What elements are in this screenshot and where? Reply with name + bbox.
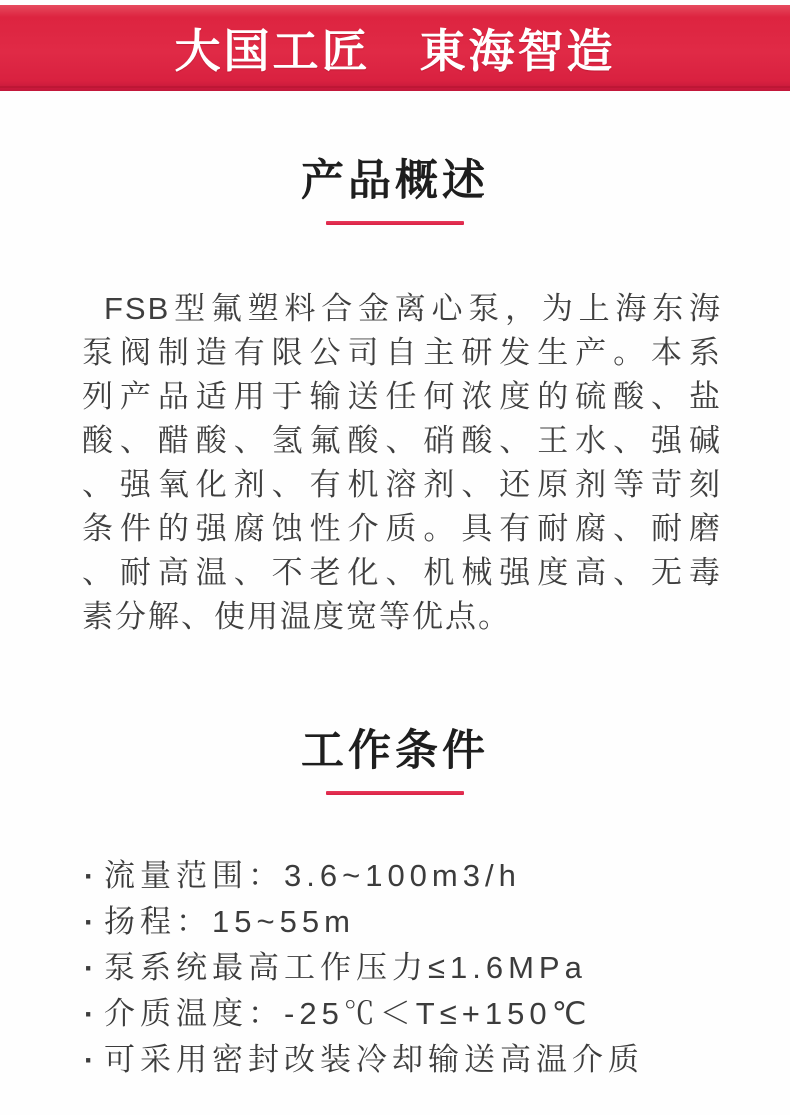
paragraph-line: 泵阀制造有限公司自主研发生产。本系 [82,335,722,370]
paragraph-line: 列产品适用于输送任何浓度的硫酸、盐 [82,379,722,414]
paragraph-line: FSB型氟塑料合金离心泵，为上海东海 [104,291,722,326]
conditions-title-underline [326,791,464,795]
overview-section [0,155,790,639]
paragraph-line: 素分解、使用温度宽等优点。 [82,599,511,634]
paragraph-line: 酸、醋酸、氢氟酸、硝酸、王水、强碱 [82,423,722,458]
bullet-dot-icon: · [84,1044,94,1077]
paragraph-line: 、耐高温、不老化、机械强度高、无毒 [82,555,722,590]
overview-paragraph [82,287,722,639]
brand-banner [0,5,790,91]
conditions-section-title: 工作条件 [301,727,489,775]
condition-item [84,1037,790,1083]
paragraph-line: 条件的强腐蚀性介质。具有耐腐、耐磨 [82,511,722,546]
condition-item [84,853,790,899]
overview-title-underline [326,221,464,225]
condition-max-pressure: 泵系统最高工作压力≤1.6MPa [104,950,587,985]
condition-item [84,991,790,1037]
conditions-list [84,853,790,1083]
condition-seal-cooling: 可采用密封改装冷却输送高温介质 [104,1042,644,1077]
condition-item [84,899,790,945]
bullet-dot-icon: · [84,952,94,985]
condition-head: 扬程：15~55m [104,904,355,939]
paragraph-line: 、强氧化剂、有机溶剂、还原剂等苛刻 [82,467,722,502]
condition-flow-range: 流量范围：3.6~100m3/h [104,858,521,893]
banner-title: 大国工匠 東海智造 [174,25,616,77]
overview-section-title: 产品概述 [301,157,489,205]
condition-item [84,945,790,991]
bullet-dot-icon: · [84,906,94,939]
bullet-dot-icon: · [84,998,94,1031]
bullet-dot-icon: · [84,860,94,893]
condition-medium-temperature: 介质温度：-25℃＜T≤+150℃ [104,996,592,1031]
working-conditions-section [0,725,790,1083]
